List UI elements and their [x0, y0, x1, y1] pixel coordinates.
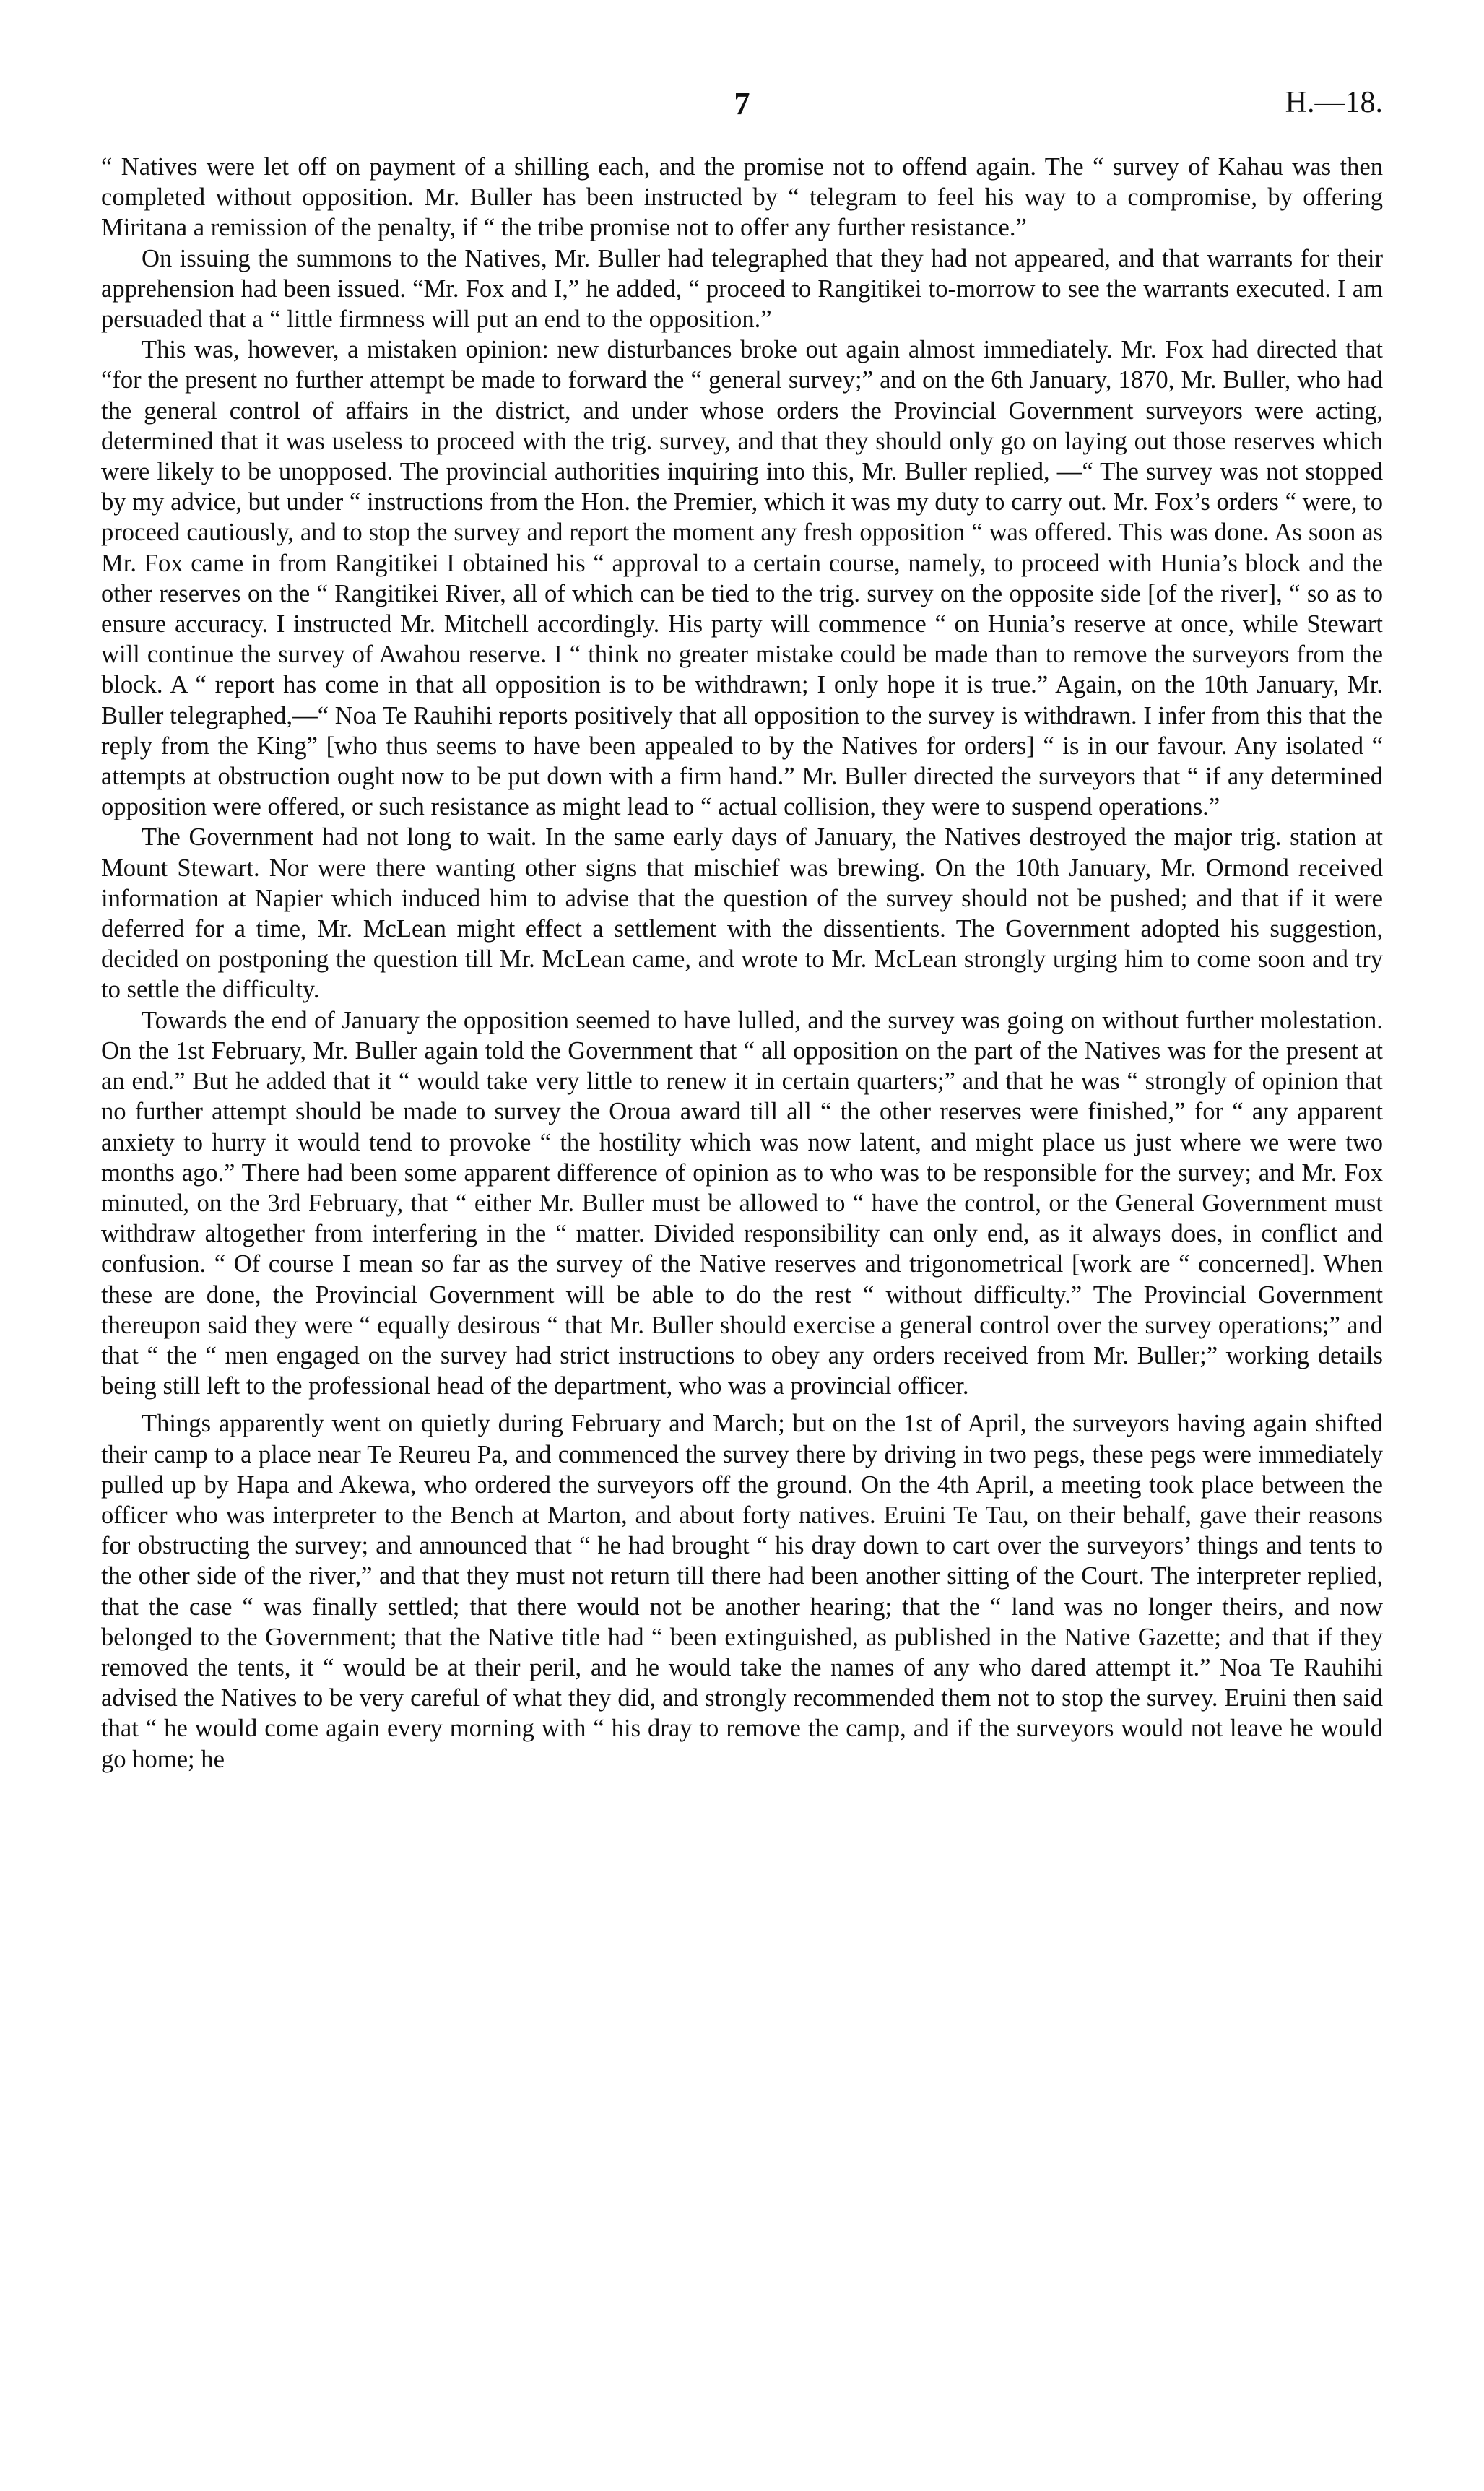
document-body — [101, 152, 1383, 1775]
document-reference: H.—18. — [1285, 86, 1383, 119]
page-number: 7 — [734, 86, 750, 121]
paragraph: The Government had not long to wait. In the same early days of January, the Natives destroyed the major trig. station at Mount Stewart. Nor were there wanting other signs that mischief was brewing. On the 10th January, Mr. Ormond received information at Napier which induced him to advise that the question of the survey should not be pushed; and that if it were deferred for a time, Mr. McLean might effect a settlement with the dissentients. The Government adopted his suggestion, decided on postponing the question till Mr. McLean came, and wrote to Mr. McLean strongly urging him to come soon and try to settle the difficulty. — [101, 823, 1383, 1004]
paragraph: On issuing the summons to the Natives, Mr. Buller had telegraphed that they had not appeared, and that warrants for their apprehension had been issued. “Mr. Fox and I,” he added, “ proceed to Rangitikei to-morrow to see the warrants executed. I am persuaded that a “ little firmness will put an end to the opposition.” — [101, 244, 1383, 334]
paragraph: This was, however, a mistaken opinion: new disturbances broke out again almost immediately. Mr. Fox had directed that “for the present no further attempt be made to forward the “ general survey;” and on the 6th January, 1870, Mr. Buller, who had the general control of affairs in the district, and under whose orders the Provincial Government surveyors were acting, determined that it was useless to proceed with the trig. survey, and that they should only go on laying out those reserves which were likely to be unopposed. The provincial authorities inquiring into this, Mr. Buller replied, —“ The survey was not stopped by my advice, but under “ instructions from the Hon. the Premier, which it was my duty to carry out. Mr. Fox’s orders “ were, to proceed cautiously, and to stop the survey and report the moment any fresh opposition “ was offered. This was done. As soon as Mr. Fox came in from Rangitikei I obtained his “ approval to a certain course, namely, to proceed with Hunia’s block and the other reserves on the “ Rangitikei River, all of which can be tied to the trig. survey on the opposite side [of the river], “ so as to ensure accuracy. I instructed Mr. Mitchell accordingly. His party will commence “ on Hunia’s reserve at once, while Stewart will continue the survey of Awahou reserve. I “ think no greater mistake could be made than to remove the surveyors from the block. A “ report has come in that all opposition is to be withdrawn; I only hope it is true.” Again, on the 10th January, Mr. Buller telegraphed,—“ Noa Te Rauhihi reports positively that all opposition to the survey is withdrawn. I infer from this that the reply from the King” [who thus seems to have been appealed to by the Natives for orders] “ is in our favour. Any isolated “ attempts at obstruction ought now to be put down with a firm hand.” Mr. Buller directed the surveyors that “ if any determined opposition were offered, or such resistance as might lead to “ actual collision, they were to suspend operations.” — [101, 336, 1383, 821]
page-header — [101, 85, 1383, 129]
paragraph: Things apparently went on quietly during February and March; but on the 1st of April, the surveyors having again shifted their camp to a place near Te Reureu Pa, and commenced the survey there by driving in two pegs, these pegs were immediately pulled up by Hapa and Akewa, who ordered the surveyors off the ground. On the 4th April, a meeting took place between the officer who was interpreter to the Bench at Marton, and about forty natives. Eruini Te Tau, on their behalf, gave their reasons for obstructing the survey; and announced that “ he had brought “ his dray down to cart over the surveyors’ things and tents to the other side of the river,” and that they must not return till there had been another sitting of the Court. The interpreter replied, that the case “ was finally settled; that there would not be another hearing; that the “ land was no longer theirs, and now belonged to the Government; that the Native title had “ been extinguished, as published in the Native Gazette; and that if they removed the tents, it “ would be at their peril, and he would take the names of any who dared attempt it.” Noa Te Rauhihi advised the Natives to be very careful of what they did, and strongly recommended them not to stop the survey. Eruini then said that “ he would come again every morning with “ his dray to remove the camp, and if the surveyors would not leave he would go home; he — [101, 1410, 1383, 1773]
document-page — [101, 0, 1383, 2491]
paragraph: Towards the end of January the opposition seemed to have lulled, and the survey was going on without further molestation. On the 1st February, Mr. Buller again told the Government that “ all opposition on the part of the Natives was for the present at an end.” But he added that it “ would take very little to renew it in certain quarters;” and that he was “ strongly of opinion that no further attempt should be made to survey the Oroua award till all “ the other reserves were finished,” for “ any apparent anxiety to hurry it would tend to provoke “ the hostility which was now latent, and might place us just where we were two months ago.” There had been some apparent difference of opinion as to who was to be responsible for the survey; and Mr. Fox minuted, on the 3rd February, that “ either Mr. Buller must be allowed to “ have the control, or the General Government must withdraw altogether from interfering in the “ matter. Divided responsibility can only end, as it always does, in conflict and confusion. “ Of course I mean so far as the survey of the Native reserves and trigonometrical [work are “ concerned]. When these are done, the Provincial Government will be able to do the rest “ without difficulty.” The Provincial Government thereupon said they were “ equally desirous “ that Mr. Buller should exercise a general control over the survey operations;” and that “ the “ men engaged on the survey had strict instructions to obey any orders received from Mr. Buller;” working details being still left to the professional head of the department, who was a provincial officer. — [101, 1006, 1383, 1400]
paragraph: “ Natives were let off on payment of a shilling each, and the promise not to offend again. The “ survey of Kahau was then completed without opposition. Mr. Buller has been instructed by “ telegram to feel his way to a compromise, by offering Miritana a remission of the penalty, if “ the tribe promise not to offer any further resistance.” — [101, 153, 1383, 242]
